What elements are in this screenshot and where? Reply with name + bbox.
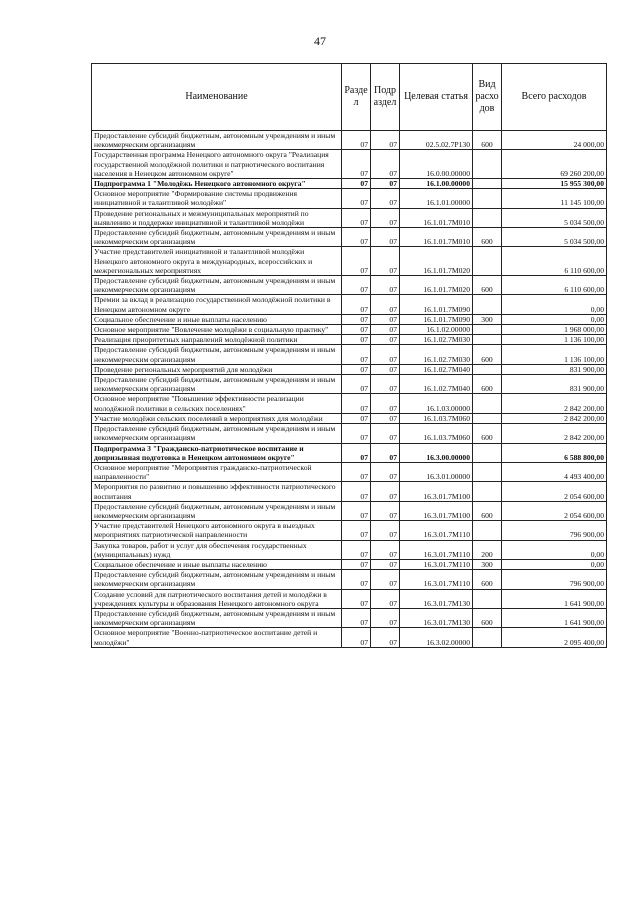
cell-name: Основное мероприятие "Вовлечение молодёжи в социальную практику" <box>92 325 342 335</box>
cell-total: 2 054 600,00 <box>502 501 607 520</box>
cell-total: 2 054 600,00 <box>502 482 607 501</box>
cell-target: 16.1.01.00000 <box>400 189 473 208</box>
cell-total: 831 900,00 <box>502 364 607 374</box>
cell-subsection: 07 <box>371 131 400 150</box>
cell-name: Создание условий для патриотического воспитания детей и молодёжи в учреждениях культуры и образования Ненецкого автономного округа <box>92 589 342 608</box>
cell-subsection: 07 <box>371 628 400 647</box>
cell-target: 16.3.01.7М110 <box>400 540 473 559</box>
cell-name: Предоставление субсидий бюджетным, автономным учреждениям и иным некоммерческим организациям <box>92 375 342 394</box>
cell-total: 6 588 800,00 <box>502 443 607 462</box>
cell-expense-type <box>473 150 502 179</box>
table-row <box>92 375 607 394</box>
cell-name: Предоставление субсидий бюджетным, автономным учреждениям и иным некоммерческим организациям <box>92 608 342 627</box>
cell-expense-type <box>473 179 502 189</box>
cell-target: 16.3.01.7М130 <box>400 608 473 627</box>
cell-section: 07 <box>342 589 371 608</box>
cell-subsection: 07 <box>371 335 400 345</box>
cell-target: 16.3.01.7М100 <box>400 482 473 501</box>
cell-expense-type: 600 <box>473 424 502 443</box>
cell-expense-type <box>473 413 502 423</box>
cell-name: Проведение региональных мероприятий для молодёжи <box>92 364 342 374</box>
table-row <box>92 462 607 481</box>
cell-subsection: 07 <box>371 540 400 559</box>
cell-expense-type: 600 <box>473 501 502 520</box>
header-target: Целевая статья <box>400 64 473 131</box>
table-row <box>92 424 607 443</box>
cell-target: 16.3.01.7М130 <box>400 589 473 608</box>
cell-total: 5 034 500,00 <box>502 208 607 227</box>
cell-subsection: 07 <box>371 570 400 589</box>
cell-name: Предоставление субсидий бюджетным, автономным учреждениям и иным некоммерческим организациям <box>92 276 342 295</box>
cell-name: Предоставление субсидий бюджетным, автономным учреждениям и иным некоммерческим организациям <box>92 228 342 247</box>
cell-section: 07 <box>342 295 371 314</box>
table-row <box>92 364 607 374</box>
cell-subsection: 07 <box>371 559 400 569</box>
cell-name: Проведение региональных и межмуниципальных мероприятий по выявлению и поддержке инициативной и талантливой молодёжи <box>92 208 342 227</box>
table-row <box>92 521 607 540</box>
cell-total: 6 110 600,00 <box>502 276 607 295</box>
table-row <box>92 501 607 520</box>
cell-total: 2 095 400,00 <box>502 628 607 647</box>
cell-section: 07 <box>342 462 371 481</box>
cell-total: 796 900,00 <box>502 521 607 540</box>
cell-name: Подпрограмма 3 "Гражданско-патриотическое воспитание и допризывная подготовка в Ненецком автономном округе" <box>92 443 342 462</box>
cell-section: 07 <box>342 335 371 345</box>
cell-expense-type <box>473 364 502 374</box>
cell-total: 0,00 <box>502 559 607 569</box>
cell-target: 16.1.02.00000 <box>400 325 473 335</box>
cell-section: 07 <box>342 150 371 179</box>
table-row <box>92 413 607 423</box>
cell-expense-type <box>473 628 502 647</box>
cell-expense-type: 300 <box>473 314 502 324</box>
table-row <box>92 295 607 314</box>
cell-section: 07 <box>342 413 371 423</box>
cell-total: 15 955 300,00 <box>502 179 607 189</box>
table-row <box>92 540 607 559</box>
cell-expense-type: 600 <box>473 228 502 247</box>
cell-section: 07 <box>342 276 371 295</box>
cell-subsection: 07 <box>371 295 400 314</box>
cell-total: 1 968 000,00 <box>502 325 607 335</box>
cell-section: 07 <box>342 345 371 364</box>
table-row <box>92 189 607 208</box>
cell-total: 796 900,00 <box>502 570 607 589</box>
table-row <box>92 325 607 335</box>
cell-total: 6 110 600,00 <box>502 247 607 276</box>
cell-subsection: 07 <box>371 179 400 189</box>
cell-expense-type <box>473 521 502 540</box>
cell-section: 07 <box>342 314 371 324</box>
cell-subsection: 07 <box>371 375 400 394</box>
cell-total: 1 641 900,00 <box>502 608 607 627</box>
cell-target: 16.1.03.00000 <box>400 394 473 413</box>
cell-expense-type <box>473 462 502 481</box>
cell-expense-type <box>473 589 502 608</box>
header-section: Разде л <box>342 64 371 131</box>
header-name: Наименование <box>92 64 342 131</box>
header-expense-type: Вид расхо дов <box>473 64 502 131</box>
table-row <box>92 276 607 295</box>
cell-expense-type: 600 <box>473 345 502 364</box>
cell-name: Участие представителей Ненецкого автономного округа в выездных мероприятиях патриотической направленности <box>92 521 342 540</box>
cell-total: 1 136 100,00 <box>502 335 607 345</box>
cell-name: Закупка товаров, работ и услуг для обеспечения государственных (муниципальных) нужд <box>92 540 342 559</box>
cell-section: 07 <box>342 443 371 462</box>
cell-expense-type: 600 <box>473 375 502 394</box>
cell-expense-type <box>473 247 502 276</box>
cell-name: Основное мероприятие "Формирование системы продвижения инициативной и талантливой молодёжи" <box>92 189 342 208</box>
cell-section: 07 <box>342 364 371 374</box>
table-row <box>92 228 607 247</box>
cell-expense-type: 600 <box>473 608 502 627</box>
header-subsection: Подр аздел <box>371 64 400 131</box>
cell-target: 16.1.01.7М020 <box>400 247 473 276</box>
cell-section: 07 <box>342 540 371 559</box>
cell-target: 16.1.02.7М030 <box>400 345 473 364</box>
cell-expense-type: 600 <box>473 276 502 295</box>
table-row <box>92 443 607 462</box>
cell-subsection: 07 <box>371 589 400 608</box>
cell-subsection: 07 <box>371 521 400 540</box>
cell-section: 07 <box>342 501 371 520</box>
cell-name: Предоставление субсидий бюджетным, автономным учреждениям и иным некоммерческим организациям <box>92 345 342 364</box>
table-row <box>92 131 607 150</box>
cell-target: 16.1.02.7М040 <box>400 375 473 394</box>
cell-section: 07 <box>342 325 371 335</box>
cell-section: 07 <box>342 208 371 227</box>
cell-name: Предоставление субсидий бюджетным, автономным учреждениям и иным некоммерческим организациям <box>92 424 342 443</box>
cell-section: 07 <box>342 521 371 540</box>
cell-total: 0,00 <box>502 540 607 559</box>
cell-total: 0,00 <box>502 295 607 314</box>
cell-target: 16.3.01.7М110 <box>400 521 473 540</box>
cell-expense-type <box>473 443 502 462</box>
cell-subsection: 07 <box>371 208 400 227</box>
cell-total: 2 842 200,00 <box>502 394 607 413</box>
cell-expense-type <box>473 394 502 413</box>
cell-section: 07 <box>342 559 371 569</box>
cell-expense-type: 200 <box>473 540 502 559</box>
cell-total: 1 136 100,00 <box>502 345 607 364</box>
table-row <box>92 559 607 569</box>
cell-total: 2 842 200,00 <box>502 413 607 423</box>
cell-expense-type <box>473 482 502 501</box>
cell-subsection: 07 <box>371 247 400 276</box>
cell-total: 831 900,00 <box>502 375 607 394</box>
cell-name: Социальное обеспечение и иные выплаты населению <box>92 559 342 569</box>
cell-name: Социальное обеспечение и иные выплаты населению <box>92 314 342 324</box>
cell-section: 07 <box>342 375 371 394</box>
table-row <box>92 208 607 227</box>
cell-target: 16.3.01.7М110 <box>400 570 473 589</box>
cell-name: Подпрограмма 1 "Молодёжь Ненецкого автономного округа" <box>92 179 342 189</box>
cell-section: 07 <box>342 482 371 501</box>
cell-target: 16.1.01.7М010 <box>400 208 473 227</box>
cell-target: 16.1.01.7М010 <box>400 228 473 247</box>
cell-subsection: 07 <box>371 276 400 295</box>
cell-expense-type <box>473 189 502 208</box>
cell-section: 07 <box>342 131 371 150</box>
cell-name: Мероприятия по развитию и повышению эффективности патриотического воспитания <box>92 482 342 501</box>
cell-target: 16.1.01.7М090 <box>400 295 473 314</box>
cell-name: Предоставление субсидий бюджетным, автономным учреждениям и иным некоммерческим организациям <box>92 131 342 150</box>
cell-name: Реализация приоритетных направлений молодёжной политики <box>92 335 342 345</box>
cell-total: 11 145 100,00 <box>502 189 607 208</box>
cell-total: 4 493 400,00 <box>502 462 607 481</box>
cell-expense-type <box>473 325 502 335</box>
cell-target: 16.1.01.7М020 <box>400 276 473 295</box>
cell-expense-type: 300 <box>473 559 502 569</box>
cell-total: 5 034 500,00 <box>502 228 607 247</box>
cell-name: Премии за вклад в реализацию государственной молодёжной политики в Ненецком автономном округе <box>92 295 342 314</box>
cell-name: Основное мероприятие "Повышение эффективности реализации молодёжной политики в сельских поселениях" <box>92 394 342 413</box>
table-row <box>92 150 607 179</box>
table-row <box>92 394 607 413</box>
cell-section: 07 <box>342 394 371 413</box>
cell-subsection: 07 <box>371 608 400 627</box>
cell-subsection: 07 <box>371 364 400 374</box>
cell-target: 16.0.00.00000 <box>400 150 473 179</box>
cell-section: 07 <box>342 189 371 208</box>
table-row <box>92 345 607 364</box>
cell-name: Предоставление субсидий бюджетным, автономным учреждениям и иным некоммерческим организациям <box>92 570 342 589</box>
cell-subsection: 07 <box>371 228 400 247</box>
cell-name: Участие представителей инициативной и талантливой молодёжи Ненецкого автономного округа в международных, всероссийских и межрегиональных мероприятиях <box>92 247 342 276</box>
cell-subsection: 07 <box>371 482 400 501</box>
cell-target: 16.1.03.7М060 <box>400 424 473 443</box>
cell-section: 07 <box>342 608 371 627</box>
cell-target: 16.1.02.7М040 <box>400 364 473 374</box>
table-row <box>92 314 607 324</box>
cell-expense-type <box>473 335 502 345</box>
cell-subsection: 07 <box>371 413 400 423</box>
cell-section: 07 <box>342 628 371 647</box>
table-row <box>92 335 607 345</box>
budget-table <box>91 63 607 648</box>
cell-section: 07 <box>342 424 371 443</box>
cell-target: 16.3.01.00000 <box>400 462 473 481</box>
table-row <box>92 482 607 501</box>
cell-total: 1 641 900,00 <box>502 589 607 608</box>
cell-name: Участие молодёжи сельских поселений в мероприятиях для молодёжи <box>92 413 342 423</box>
cell-subsection: 07 <box>371 150 400 179</box>
cell-total: 24 000,00 <box>502 131 607 150</box>
cell-subsection: 07 <box>371 501 400 520</box>
cell-subsection: 07 <box>371 189 400 208</box>
cell-name: Основное мероприятие "Военно-патриотическое воспитание детей и молодёжи" <box>92 628 342 647</box>
cell-target: 02.5.02.7Р130 <box>400 131 473 150</box>
table-row <box>92 570 607 589</box>
cell-target: 16.1.03.7М060 <box>400 413 473 423</box>
cell-target: 16.1.02.7М030 <box>400 335 473 345</box>
cell-subsection: 07 <box>371 325 400 335</box>
header-total: Всего расходов <box>502 64 607 131</box>
cell-subsection: 07 <box>371 345 400 364</box>
cell-total: 0,00 <box>502 314 607 324</box>
table-row <box>92 608 607 627</box>
cell-target: 16.3.00.00000 <box>400 443 473 462</box>
cell-expense-type <box>473 295 502 314</box>
cell-section: 07 <box>342 228 371 247</box>
cell-subsection: 07 <box>371 443 400 462</box>
cell-target: 16.3.02.00000 <box>400 628 473 647</box>
table-row <box>92 589 607 608</box>
cell-expense-type <box>473 208 502 227</box>
cell-section: 07 <box>342 570 371 589</box>
cell-subsection: 07 <box>371 462 400 481</box>
cell-total: 2 842 200,00 <box>502 424 607 443</box>
cell-target: 16.3.01.7М100 <box>400 501 473 520</box>
table-row <box>92 179 607 189</box>
cell-total: 69 260 200,00 <box>502 150 607 179</box>
header-row <box>92 64 607 131</box>
cell-subsection: 07 <box>371 314 400 324</box>
cell-name: Государственная программа Ненецкого автономного округа "Реализация государственной молодёжной политики и патриотического воспитания населения в Ненецком автономном округе" <box>92 150 342 179</box>
cell-section: 07 <box>342 179 371 189</box>
cell-subsection: 07 <box>371 394 400 413</box>
cell-target: 16.1.01.7М090 <box>400 314 473 324</box>
page-number: 47 <box>314 34 326 48</box>
cell-section: 07 <box>342 247 371 276</box>
cell-target: 16.1.00.00000 <box>400 179 473 189</box>
table-row <box>92 628 607 647</box>
cell-expense-type: 600 <box>473 570 502 589</box>
cell-name: Предоставление субсидий бюджетным, автономным учреждениям и иным некоммерческим организациям <box>92 501 342 520</box>
cell-expense-type: 600 <box>473 131 502 150</box>
table-row <box>92 247 607 276</box>
cell-target: 16.3.01.7М110 <box>400 559 473 569</box>
cell-name: Основное мероприятие "Мероприятия гражданско-патриотической направленности" <box>92 462 342 481</box>
cell-subsection: 07 <box>371 424 400 443</box>
